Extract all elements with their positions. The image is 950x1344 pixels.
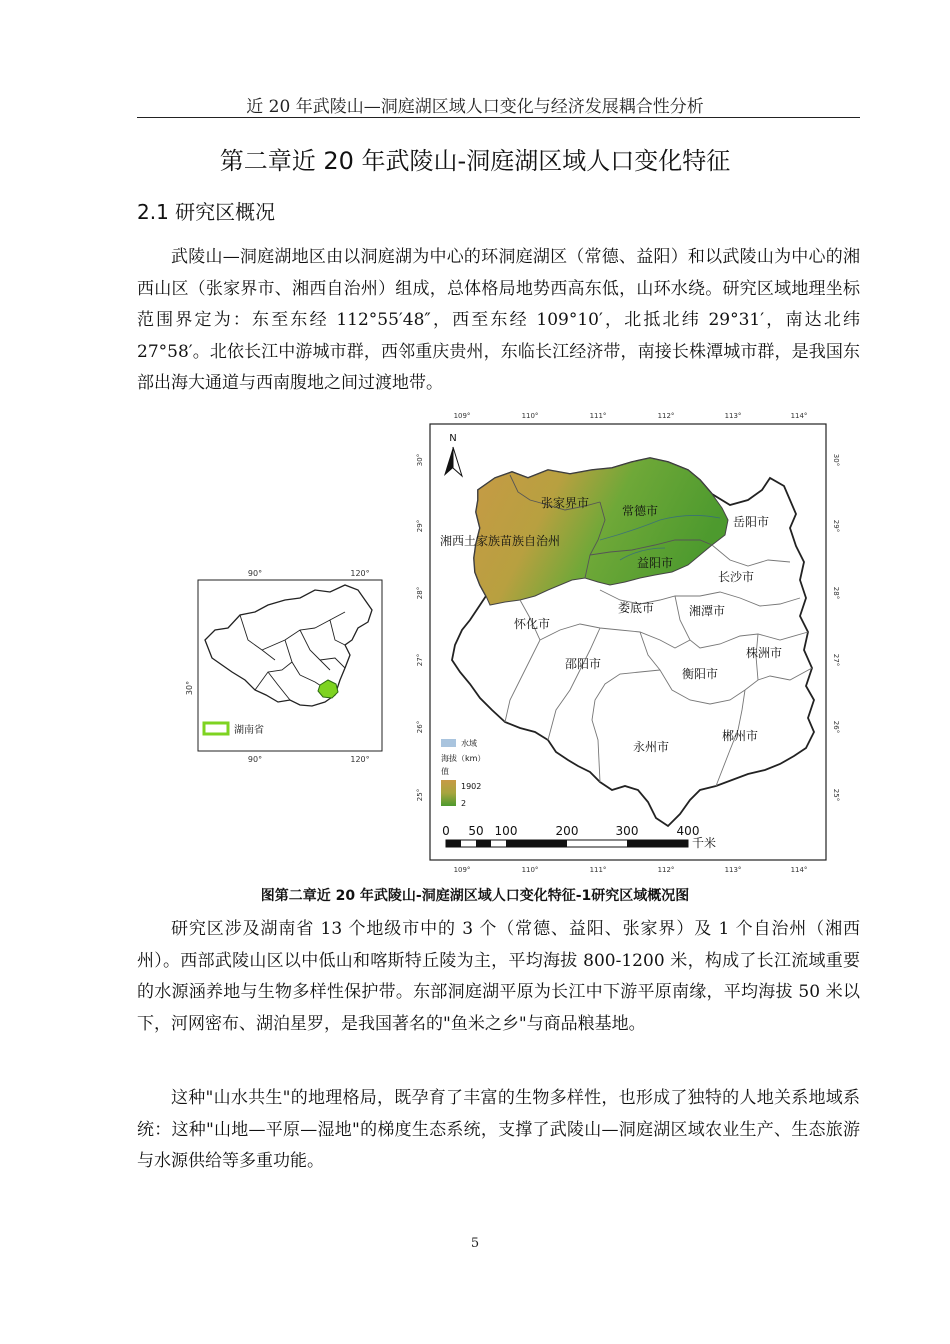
label-chenzhou: 郴州市 <box>722 729 759 743</box>
lon-tick-bottom-113: 113° <box>724 866 742 874</box>
label-hengyang: 衡阳市 <box>682 667 719 681</box>
inset-left-tick-30: 30° <box>185 680 194 696</box>
inset-map <box>185 569 382 764</box>
label-yiyang: 益阳市 <box>637 556 674 570</box>
scale-label-50: 50 <box>468 824 484 838</box>
figure-caption: 图第二章近 20 年武陵山-洞庭湖区域人口变化特征-1研究区域概况图 <box>260 888 690 904</box>
lat-tick-right-30: 30° <box>832 453 840 467</box>
lon-tick-bottom-110: 110° <box>521 866 539 874</box>
label-changsha: 长沙市 <box>718 570 755 584</box>
paragraph-1: 武陵山—洞庭湖地区由以洞庭湖为中心的环洞庭湖区（常德、益阳）和以武陵山为中心的湘西山区（张家界市、湘西自治州）组成，总体格局地势西高东低，山环水绕。研究区域地理坐标范围界定为：东至东经 112°55′48″，西至东经 109°10′，北抵北纬 29°31′，南达北纬 27°58′。北依长江中游城市群，西邻重庆贵州，东临长江经济带，南接长株潭城市群，是我国东部出海大通道与西南腹地之间过渡地带。 <box>137 247 860 393</box>
lat-tick-left-30: 30° <box>416 453 424 467</box>
inset-bottom-tick-90: 90° <box>247 755 263 764</box>
legend-elevation-title: 海拔（km） <box>441 754 486 763</box>
paragraph-2: 研究区涉及湖南省 13 个地级市中的 3 个（常德、益阳、张家界）及 1 个自治州（湘西州）。西部武陵山区以中低山和喀斯特丘陵为主，平均海拔 800-1200 米，构成了长江流域重要的水源涵养地与生物多样性保护带。东部洞庭湖平原为长江中下游平原南缘，平均海拔 50 米以下，河网密布、湖泊星罗，是我国著名的"鱼米之乡"与商品粮基地。 <box>137 919 860 1034</box>
label-loudi: 娄底市 <box>618 601 655 615</box>
legend-water-label: 水域 <box>461 739 477 748</box>
lat-tick-left-26: 26° <box>416 720 424 734</box>
lat-tick-right-27: 27° <box>832 653 840 667</box>
section-title: 2.1 研究区概况 <box>137 200 276 224</box>
label-changde: 常德市 <box>622 504 659 518</box>
lat-tick-right-29: 29° <box>832 519 840 533</box>
legend-value-label: 值 <box>441 767 449 776</box>
lon-tick-bottom-112: 112° <box>657 866 675 874</box>
lon-tick-bottom-109: 109° <box>453 866 471 874</box>
lat-tick-left-29: 29° <box>416 519 424 533</box>
label-xiangtan: 湘潭市 <box>689 604 726 618</box>
lat-tick-right-25: 25° <box>832 788 840 802</box>
scale-label-300: 300 <box>615 824 639 838</box>
lon-tick-top-109: 109° <box>453 412 471 420</box>
page-number: 5 <box>470 1236 480 1251</box>
chapter-title: 第二章近 20 年武陵山-洞庭湖区域人口变化特征 <box>219 147 731 175</box>
inset-legend-swatch <box>204 723 228 734</box>
lon-tick-bottom-114: 114° <box>790 866 808 874</box>
main-map <box>416 412 840 874</box>
label-zhuzhou: 株洲市 <box>746 646 783 660</box>
inset-top-tick-120: 120° <box>350 569 370 578</box>
inset-legend-label: 湖南省 <box>234 725 264 736</box>
label-shaoyang: 邵阳市 <box>565 657 602 671</box>
scale-label-400: 400 <box>676 824 700 838</box>
inset-bottom-tick-120: 120° <box>350 755 370 764</box>
legend-water-swatch <box>441 739 456 747</box>
label-huaihua: 怀化市 <box>514 617 551 631</box>
lat-tick-right-26: 26° <box>832 720 840 734</box>
north-label: N <box>449 433 457 444</box>
legend-elevation-ramp <box>441 780 456 806</box>
running-header: 近 20 年武陵山—洞庭湖区域人口变化与经济发展耦合性分析 <box>246 97 704 117</box>
lat-tick-right-28: 28° <box>832 586 840 600</box>
inset-top-tick-90: 90° <box>247 569 263 578</box>
lat-tick-left-28: 28° <box>416 586 424 600</box>
label-zhangjiajie: 张家界市 <box>541 496 590 510</box>
scale-label-0: 0 <box>442 824 450 838</box>
legend-high-label: 1902 <box>461 782 482 791</box>
label-xiangxi: 湘西土家族苗族自治州 <box>440 534 561 548</box>
scale-label-100: 100 <box>494 824 518 838</box>
label-yueyang: 岳阳市 <box>733 515 770 529</box>
lon-tick-top-111: 111° <box>589 412 607 420</box>
scale-unit: 千米 <box>692 836 717 850</box>
lon-tick-top-114: 114° <box>790 412 808 420</box>
lon-tick-top-110: 110° <box>521 412 539 420</box>
lat-tick-left-25: 25° <box>416 788 424 802</box>
lat-tick-left-27: 27° <box>416 653 424 667</box>
lon-tick-bottom-111: 111° <box>589 866 607 874</box>
lon-tick-top-113: 113° <box>724 412 742 420</box>
label-yongzhou: 永州市 <box>633 740 670 754</box>
scale-label-200: 200 <box>555 824 579 838</box>
legend-low-label: 2 <box>461 799 467 808</box>
lon-tick-top-112: 112° <box>657 412 675 420</box>
paragraph-3: 这种"山水共生"的地理格局，既孕育了丰富的生物多样性，也形成了独特的人地关系地域系统：这种"山地—平原—湿地"的梯度生态系统，支撑了武陵山—洞庭湖区域农业生产、生态旅游与水源供给等多重功能。 <box>137 1088 860 1171</box>
